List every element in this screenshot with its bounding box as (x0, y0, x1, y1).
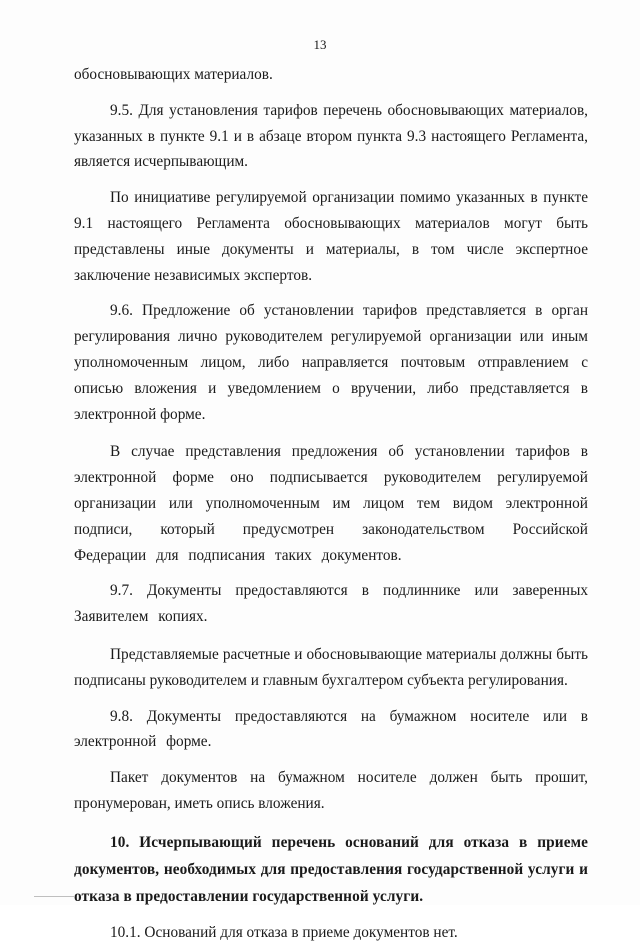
paragraph-initiative: По инициативе регулируемой организации помимо указанных в пункте 9.1 настоящего Регламента обосновывающих материалов могут быть представлены иные документы и материалы, в том числе экспертное заключение независимых экспертов. (74, 189, 588, 284)
paragraph-electronic-form: В случае представления предложения об установлении тарифов в электронной форме оно подписывается руководителем регулируемой организации или уполномоченным им лицом тем видом электронной подписи, который предусмотрен законодательством Российской Федерации для подписания таких документов. (74, 443, 588, 564)
page-body (74, 62, 588, 946)
paragraph-materials-signed: Представляемые расчетные и обосновывающие материалы должны быть подписаны руководителем и главным бухгалтером субъекта регулирования. (74, 645, 588, 689)
page-number: 13 (313, 37, 327, 52)
paragraph-10-1: 10.1. Оснований для отказа в приеме документов нет. (110, 923, 458, 941)
section-10-heading: 10. Исчерпывающий перечень оснований для отказа в приеме документов, необходимых для предоставления государственной услуги и отказа в предоставлении государственной услуги. (74, 833, 588, 905)
paragraph-9-5: 9.5. Для установления тарифов перечень обосновывающих материалов, указанных в пункте 9.1 и в абзаце втором пункта 9.3 настоящего Регламента, является исчерпывающим. (74, 101, 588, 171)
paragraph-9-6: 9.6. Предложение об установлении тарифов представляется в орган регулирования лично руководителем регулируемой организации или иным уполномоченным лицом, либо направляется почтовым отправлением с описью вложения и уведомлением о вручении, либо представляется в электронной форме. (74, 302, 588, 423)
paragraph-continuation: обосновывающих материалов. (74, 66, 273, 83)
paragraph-package: Пакет документов на бумажном носителе должен быть прошит, пронумерован, иметь опись вложения. (74, 769, 588, 812)
paragraph-9-8: 9.8. Документы предоставляются на бумажном носителе или в электронной форме. (74, 707, 588, 751)
paragraph-9-7: 9.7. Документы предоставляются в подлиннике или заверенных Заявителем копиях. (74, 582, 588, 626)
scan-artifact-line (34, 896, 74, 897)
